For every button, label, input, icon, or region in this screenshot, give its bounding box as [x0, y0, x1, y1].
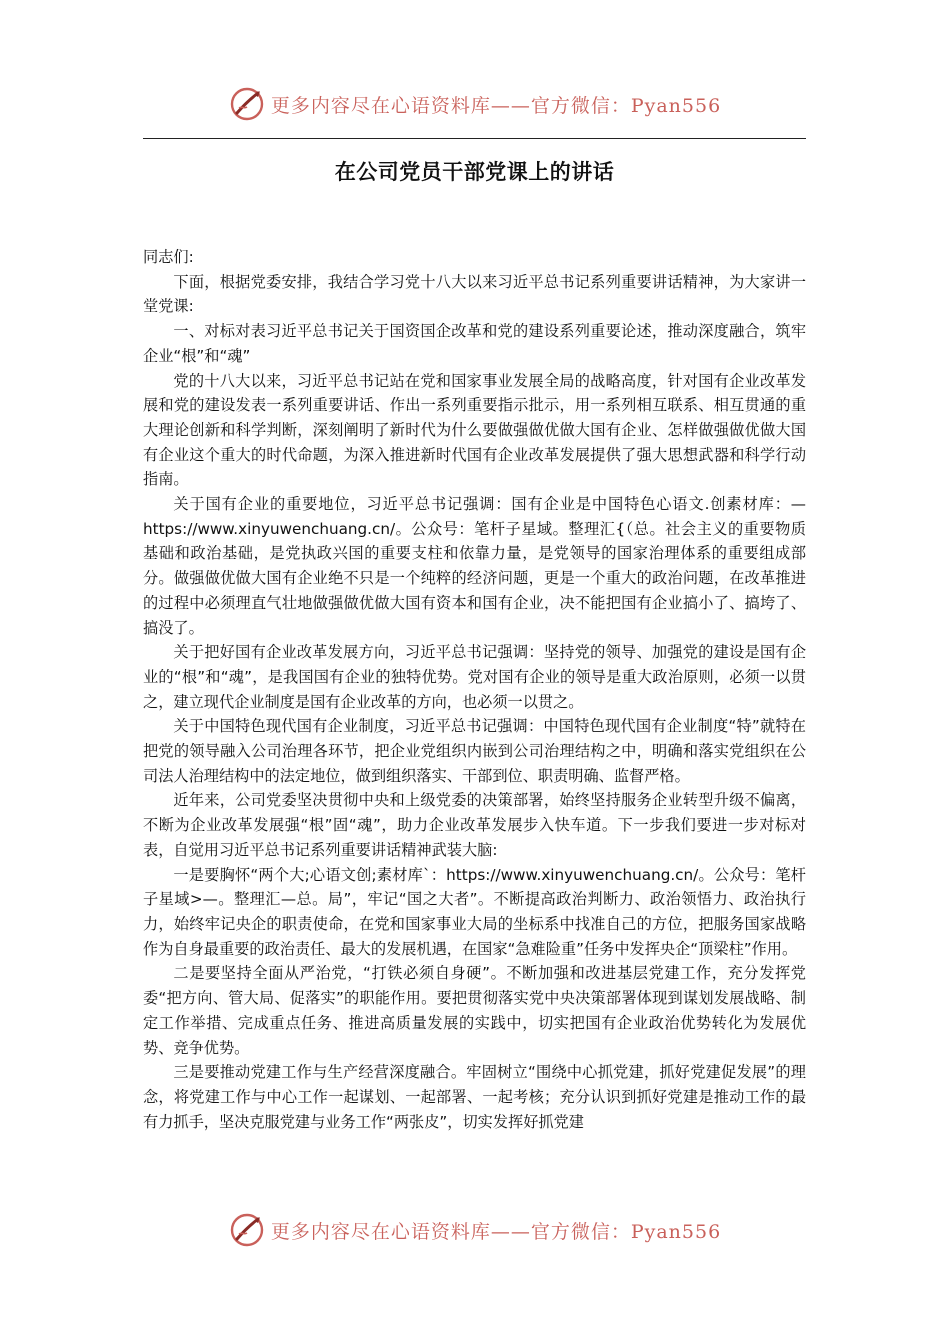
- paragraph: 党的十八大以来，习近平总书记站在党和国家事业发展全局的战略高度，针对国有企业改革发展和党的建设发表一系列重要讲话、作出一系列重要指示批示，用一系列相互联系、相互贯通的重大理论创新和科学判断，深刻阐明了新时代为什么要做强做优做大国有企业、怎样做强做优做大国有企业这个重大的时代命题，为深入推进新时代国有企业改革发展提供了强大思想武器和科学行动指南。: [143, 371, 806, 489]
- page-title: 在公司党员干部党课上的讲话: [334, 160, 615, 184]
- section-heading: 一、对标对表习近平总书记关于国资国企改革和党的建设系列重要论述，推动深度融合，筑牢企业“根”和“魂”: [143, 322, 806, 365]
- banner-text: 更多内容尽在心语资料库——官方微信：Pyan556: [270, 94, 722, 117]
- pen-circle-logo-icon: [229, 1212, 265, 1248]
- paragraph: 二是要坚持全面从严治党，“打铁必须自身硬”。不断加强和改进基层党建工作，充分发挥党委“把方向、管大局、促落实”的职能作用。要把贯彻落实党中央决策部署体现到谋划发展战略、制定工作举措、完成重点任务、推进高质量发展的实践中，切实把国有企业政治优势转化为发展优势、竞争优势。: [143, 964, 806, 1057]
- paragraph: 下面，根据党委安排，我结合学习党十八大以来习近平总书记系列重要讲话精神，为大家讲一堂党课:: [143, 272, 806, 316]
- header-divider: [143, 138, 806, 139]
- document-body: [143, 245, 806, 1134]
- paragraph: 关于中国特色现代国有企业制度，习近平总书记强调：中国特色现代国有企业制度“特”就特在把党的领导融入公司治理各环节，把企业党组织内嵌到公司治理结构之中，明确和落实党组织在公司法人治理结构中的法定地位，做到组织落实、干部到位、职责明确、监督严格。: [143, 717, 806, 785]
- header-banner: [0, 84, 950, 124]
- paragraph: 一是要胸怀“两个大;心语文创;素材库`：https://www.xinyuwenchuang.cn/。公众号：笔杆子星域>—。整理汇—总。局”，牢记“国之大者”。不断提高政治判断力、政治领悟力、政治执行力，始终牢记央企的职责使命，在党和国家事业大局的坐标系中找准自己的方位，把服务国家战略作为自身最重要的政治责任、最大的发展机遇，在国家“急难险重”任务中发挥央企“顶梁柱”作用。: [143, 865, 806, 958]
- paragraph: 关于把好国有企业改革发展方向，习近平总书记强调：坚持党的领导、加强党的建设是国有企业的“根”和“魂”，是我国国有企业的独特优势。党对国有企业的领导是重大政治原则，必须一以贯之，建立现代企业制度是国有企业改革的方向，也必须一以贯之。: [143, 643, 806, 711]
- paragraph: 近年来，公司党委坚决贯彻中央和上级党委的决策部署，始终坚持服务企业转型升级不偏离，不断为企业改革发展强“根”固“魂”，助力企业改革发展步入快车道。下一步我们要进一步对标对表，自觉用习近平总书记系列重要讲话精神武装大脑:: [143, 791, 806, 859]
- banner-text: 更多内容尽在心语资料库——官方微信：Pyan556: [270, 1220, 722, 1243]
- salutation: 同志们:: [143, 248, 194, 266]
- paragraph: 三是要推动党建工作与生产经营深度融合。牢固树立“围绕中心抓党建，抓好党建促发展”的理念，将党建工作与中心工作一起谋划、一起部署、一起考核；充分认识到抓好党建是推动工作的最有力抓手，坚决克服党建与业务工作“两张皮”，切实发挥好抓党建: [143, 1063, 806, 1131]
- pen-circle-logo-icon: [229, 86, 265, 122]
- paragraph: 关于国有企业的重要地位，习近平总书记强调：国有企业是中国特色心语文.创素材库：—https://www.xinyuwenchuang.cn/。公众号：笔杆子星域。整理汇{（总。社会主义的重要物质基础和政治基础，是党执政兴国的重要支柱和依靠力量，是党领导的国家治理体系的重要组成部分。做强做优做大国有企业绝不只是一个纯粹的经济问题，更是一个重大的政治问题，在改革推进的过程中必须理直气壮地做强做优做大国有资本和国有企业，决不能把国有企业搞小了、搞垮了、搞没了。: [143, 495, 806, 637]
- footer-banner: [0, 1210, 950, 1250]
